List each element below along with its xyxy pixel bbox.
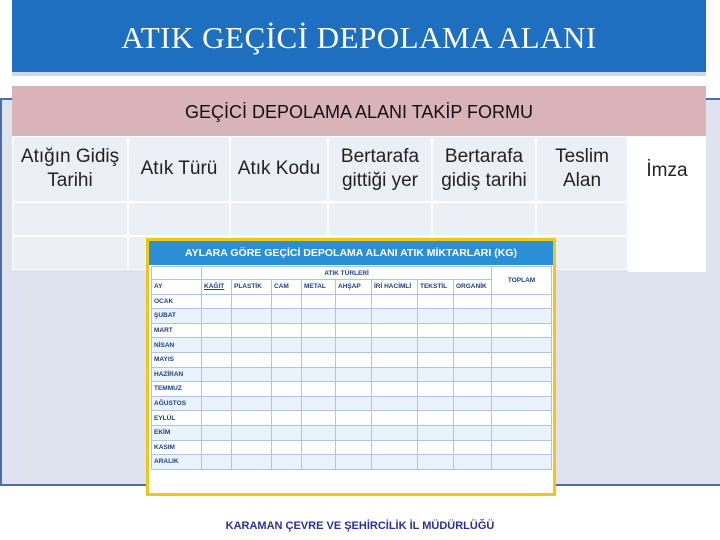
form-col-imza	[628, 136, 706, 272]
form-title: GEÇİCİ DEPOLAMA ALANI TAKİP FORMU	[184, 102, 534, 122]
footer-text: KARAMAN ÇEVRE VE ŞEHİRCİLİK İL MÜDÜRLÜĞÜ	[225, 520, 495, 532]
monthly-waste-report	[146, 238, 556, 496]
form-col-label: Bertarafa gidiş tarihi	[441, 146, 527, 191]
form-col-label: Teslim Alan	[555, 146, 609, 191]
form-col-bertaraf-yer	[328, 136, 432, 202]
form-col-teslim-alan	[536, 136, 628, 202]
report-type-header: PLASTİK	[232, 280, 272, 295]
report-type-header: METAL	[302, 280, 336, 295]
report-month: OCAK	[152, 294, 202, 309]
report-month: MAYIS	[152, 352, 202, 367]
form-empty-cell[interactable]	[536, 202, 628, 236]
form-col-label: Atığın Gidiş Tarihi	[20, 146, 120, 191]
form-col-label: İmza	[646, 160, 688, 181]
report-month: HAZİRAN	[152, 367, 202, 382]
report-month: EYLÜL	[152, 411, 202, 426]
report-type-header: ORGANİK	[454, 280, 492, 295]
title-bar	[12, 0, 706, 76]
form-col-atik-kodu	[230, 136, 328, 202]
form-empty-cell[interactable]	[328, 202, 432, 236]
report-title: AYLARA GÖRE GEÇİCİ DEPOLAMA ALANI ATIK MİKTARLARI (KG)	[149, 241, 553, 265]
form-col-gidis-tarihi	[12, 136, 128, 202]
report-corner-cell	[152, 267, 202, 280]
form-empty-cell[interactable]	[432, 202, 536, 236]
report-table	[151, 266, 552, 470]
report-month-header: AY	[152, 280, 202, 295]
form-col-label: Atık Türü	[140, 158, 218, 179]
report-type-header: AHŞAP	[336, 280, 372, 295]
report-type-header: CAM	[272, 280, 302, 295]
form-header	[12, 86, 706, 136]
report-group-header: ATIK TÜRLERİ	[202, 267, 492, 280]
form-col-label: Atık Kodu	[237, 158, 321, 179]
report-type-header: TEKSTİL	[418, 280, 454, 295]
report-month: KASIM	[152, 440, 202, 455]
slide-title: ATIK GEÇİCİ DEPOLAMA ALANI	[121, 20, 597, 55]
report-month: ARALIK	[152, 455, 202, 470]
report-total-header: TOPLAM	[492, 267, 552, 295]
form-col-bertaraf-tarih	[432, 136, 536, 202]
form-col-label: Bertarafa gittiği yer	[340, 146, 420, 191]
report-month: TEMMUZ	[152, 382, 202, 397]
form-empty-cell[interactable]	[12, 202, 128, 236]
report-month: ŞUBAT	[152, 309, 202, 324]
form-empty-cell[interactable]	[12, 236, 128, 270]
report-month: NİSAN	[152, 338, 202, 353]
report-month: MART	[152, 323, 202, 338]
report-month: EKİM	[152, 425, 202, 440]
form-empty-cell[interactable]	[230, 202, 328, 236]
form-col-atik-turu	[128, 136, 230, 202]
report-month: AĞUSTOS	[152, 396, 202, 411]
report-type-header: İRİ HACİMLİ	[372, 280, 418, 295]
report-type-header: KAĞIT	[202, 280, 232, 295]
form-empty-cell[interactable]	[128, 202, 230, 236]
